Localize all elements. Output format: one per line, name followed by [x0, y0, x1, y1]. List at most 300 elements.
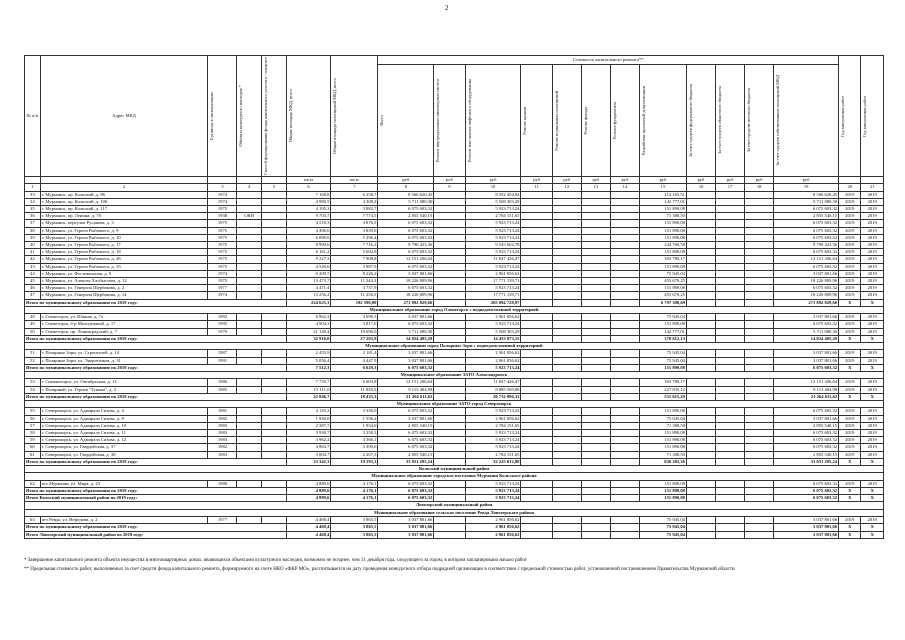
row-cell-8: 9 790 423,36: [378, 241, 434, 248]
total-cell-17: [716, 299, 745, 306]
row-cell-3: 1975: [208, 256, 237, 263]
row-cell-7: 7 908,8: [331, 256, 378, 263]
row-cell-18: [745, 415, 774, 422]
row-cell-18: [745, 205, 774, 212]
total-cell-12: [552, 393, 581, 400]
row-cell-12: [552, 220, 581, 227]
total-cell-7: 4 176,1: [331, 495, 378, 502]
total-cell-16: [686, 524, 715, 531]
row-cell-2: г. Мурманск, ул. Генерала Щербакова, д. 14: [40, 292, 208, 299]
row-cell-10: 5 923 713,24: [465, 429, 521, 436]
row-cell-19: 6 075 603,32: [774, 234, 839, 241]
total-cell-11: [521, 393, 552, 400]
row-cell-5: [262, 386, 287, 393]
row-cell-20: 2019: [839, 256, 861, 263]
row-cell-2: г. Мурманск, переулок Русанова, д. 3: [40, 220, 208, 227]
row-cell-3: 1983: [208, 437, 237, 444]
table-row: [25, 386, 884, 393]
row-cell-15: 75 945,04: [639, 350, 686, 357]
header-fund-method: Способ формирования фонда капитального ремонта - спецсчет: [263, 57, 269, 176]
row-cell-2: г. Североморск, ул. Адмирала Сизова, д. 10: [40, 422, 208, 429]
row-cell-5: [262, 328, 287, 335]
row-cell-9: [434, 386, 465, 393]
total-row: [25, 364, 884, 371]
total-cell-18: [745, 335, 774, 342]
row-cell-13: [581, 191, 610, 198]
section-header-row: [25, 502, 884, 509]
unit-cell-5: [262, 177, 287, 184]
row-cell-1: 41: [25, 249, 41, 256]
row-cell-13: [581, 227, 610, 234]
row-cell-16: [686, 328, 715, 335]
row-cell-16: [686, 263, 715, 270]
row-cell-17: [716, 444, 745, 451]
row-cell-5: [262, 198, 287, 205]
total-cell-17: [716, 393, 745, 400]
row-cell-6: 15 111,0: [286, 386, 331, 393]
row-cell-12: [552, 444, 581, 451]
total-cell-16: [686, 531, 715, 538]
row-cell-5: [262, 429, 287, 436]
row-cell-16: [686, 408, 715, 415]
row-cell-21: 2019: [861, 314, 884, 321]
row-cell-7: 3 839,6: [331, 227, 378, 234]
row-cell-4: [237, 205, 262, 212]
total-cell-17: [716, 524, 745, 531]
unit-cell-19: руб: [774, 177, 839, 184]
total-cell-17: [716, 364, 745, 371]
row-cell-1: 49: [25, 321, 41, 328]
row-cell-15: 151 890,08: [639, 429, 686, 436]
total-cell-20: Х: [839, 487, 861, 494]
row-cell-15: 151 890,08: [639, 444, 686, 451]
total-cell-20: Х: [839, 364, 861, 371]
row-cell-8: 3 037 801,66: [378, 350, 434, 357]
program-table-sheet: [24, 55, 884, 539]
total-cell-11: [521, 524, 552, 531]
header-basement: Ремонт подвальных помещений: [553, 90, 559, 151]
row-cell-7: 11 829,5: [331, 386, 378, 393]
row-cell-10: 5 923 713,24: [465, 285, 521, 292]
row-cell-3: 1975: [208, 249, 237, 256]
row-cell-2: г. Оленегорск, б-р Молодежный, д. 17: [40, 321, 208, 328]
row-cell-7: 7 716,2: [331, 241, 378, 248]
row-cell-21: 2019: [861, 408, 884, 415]
row-cell-1: 39: [25, 234, 41, 241]
row-cell-18: [745, 220, 774, 227]
row-cell-6: 13 256,2: [286, 292, 331, 299]
row-cell-16: [686, 451, 715, 458]
row-cell-9: [434, 480, 465, 487]
row-cell-13: [581, 213, 610, 220]
row-cell-1: 59: [25, 437, 41, 444]
row-cell-15: 303 780,17: [639, 256, 686, 263]
row-cell-8: 6 075 603,32: [378, 444, 434, 451]
total-cell-17: [716, 458, 745, 465]
row-cell-14: [610, 386, 639, 393]
row-cell-14: [610, 256, 639, 263]
unit-cell-4: [237, 177, 262, 184]
row-cell-1: 52: [25, 357, 41, 364]
row-cell-8: 8 566 620,45: [378, 191, 434, 198]
row-cell-21: 2019: [861, 415, 884, 422]
row-cell-1: 37: [25, 220, 41, 227]
row-cell-13: [581, 270, 610, 277]
row-cell-4: [237, 241, 262, 248]
row-cell-6: 4 496,6: [286, 227, 331, 234]
total-cell-18: [745, 393, 774, 400]
row-cell-12: [552, 285, 581, 292]
unit-cell-13: руб: [581, 177, 610, 184]
row-cell-20: 2019: [839, 198, 861, 205]
total-cell-18: [745, 531, 774, 538]
table-row: [25, 241, 884, 248]
row-cell-1: 50: [25, 328, 41, 335]
row-cell-3: 1975: [208, 277, 237, 284]
row-cell-7: 3 882,7: [331, 205, 378, 212]
row-cell-14: [610, 205, 639, 212]
total-row: [25, 335, 884, 342]
header-total: Всего: [379, 114, 385, 126]
row-cell-10: 2 961 856,62: [465, 314, 521, 321]
row-cell-10: 5 923 713,24: [465, 205, 521, 212]
row-cell-4: [237, 256, 262, 263]
header-premises-area: Общая площадь помещений МКД, всего: [332, 78, 338, 154]
row-cell-13: [581, 277, 610, 284]
header-elevator: Ремонт или замена лифтового оборудования: [466, 78, 472, 162]
table-row: [25, 321, 884, 328]
row-cell-12: [552, 422, 581, 429]
row-cell-2: г. Полярный, ул. Героев "Тумана", д. 2: [40, 386, 208, 393]
total-cell-6: 224 625,3: [286, 299, 331, 306]
row-cell-10: 2 961 856,62: [465, 270, 521, 277]
row-cell-11: [521, 437, 552, 444]
table-row: [25, 198, 884, 205]
row-cell-11: [521, 379, 552, 386]
row-cell-12: [552, 241, 581, 248]
row-cell-8: 3 037 801,66: [378, 357, 434, 364]
row-cell-13: [581, 205, 610, 212]
row-cell-11: [521, 480, 552, 487]
row-cell-13: [581, 357, 610, 364]
row-cell-7: 2 207,5: [331, 451, 378, 458]
row-cell-14: [610, 220, 639, 227]
row-cell-13: [581, 314, 610, 321]
total-cell-14: [610, 335, 639, 342]
col-number-5: 5: [262, 184, 287, 191]
row-cell-5: [262, 285, 287, 292]
row-cell-2: г. Североморск, ул. Адмирала Сизова, д. 11: [40, 429, 208, 436]
total-label: Итого по муниципальному образованию по 2019 году:: [25, 393, 287, 400]
header-total-area: Общая площадь МКД, всего: [287, 89, 293, 143]
row-cell-10: 2 961 856,62: [465, 350, 521, 357]
section-header-row: [25, 509, 884, 516]
row-cell-15: 227 835,12: [639, 386, 686, 393]
row-cell-8: 6 075 603,32: [378, 437, 434, 444]
row-cell-16: [686, 437, 715, 444]
row-cell-20: 2019: [839, 285, 861, 292]
row-cell-14: [610, 415, 639, 422]
row-cell-11: [521, 285, 552, 292]
units-row: [25, 177, 884, 184]
row-cell-17: [716, 328, 745, 335]
section-title: Кольский муниципальный район: [25, 466, 884, 473]
row-cell-3: 1995: [208, 321, 237, 328]
row-cell-17: [716, 205, 745, 212]
row-cell-18: [745, 437, 774, 444]
row-cell-15: 75 945,04: [639, 415, 686, 422]
total-cell-16: [686, 364, 715, 371]
row-cell-20: 2019: [839, 451, 861, 458]
total-cell-19: 33 051 295,24: [774, 458, 839, 465]
row-cell-19: 6 075 603,32: [774, 437, 839, 444]
total-cell-10: 20 732 996,33: [465, 393, 521, 400]
total-cell-20: Х: [839, 393, 861, 400]
row-cell-8: 6 075 603,32: [378, 285, 434, 292]
row-cell-5: [262, 408, 287, 415]
row-cell-10: 17 771 139,71: [465, 277, 521, 284]
row-cell-5: [262, 270, 287, 277]
table-row: [25, 328, 884, 335]
row-cell-4: [237, 408, 262, 415]
row-cell-21: 2019: [861, 379, 884, 386]
row-cell-12: [552, 205, 581, 212]
row-cell-18: [745, 314, 774, 321]
total-label: Итого Кольский муниципальный район по 2019 году:: [25, 495, 287, 502]
row-cell-6: 4 145,3: [286, 408, 331, 415]
row-cell-8: 2 855 540,15: [378, 422, 434, 429]
row-cell-8: 2 855 540,15: [378, 451, 434, 458]
total-label: Итого по муниципальному образованию по 2019 году:: [25, 364, 287, 371]
total-cell-11: [521, 364, 552, 371]
row-cell-20: 2019: [839, 437, 861, 444]
row-cell-4: [237, 517, 262, 524]
row-cell-10: 5 923 713,24: [465, 321, 521, 328]
total-cell-20: Х: [839, 531, 861, 538]
row-cell-15: 303 780,17: [639, 379, 686, 386]
unit-cell-3: [208, 177, 237, 184]
section-header-row: [25, 466, 884, 473]
col-number-16: 16: [686, 184, 715, 191]
row-cell-2: г. Мурманск, пр. Кольский, д. 86: [40, 191, 208, 198]
row-cell-5: [262, 422, 287, 429]
section-title: Муниципальное образование город Полярные Зори с подведомственной территорией: [25, 342, 884, 349]
total-cell-9: [434, 531, 465, 538]
row-cell-4: [237, 314, 262, 321]
row-cell-16: [686, 314, 715, 321]
row-cell-14: [610, 422, 639, 429]
table-row: [25, 234, 884, 241]
row-cell-16: [686, 256, 715, 263]
table-row: [25, 429, 884, 436]
row-cell-1: 34: [25, 198, 41, 205]
header-year-built: Год ввода в эксплуатацию: [209, 91, 215, 141]
row-cell-20: 2019: [839, 357, 861, 364]
row-cell-14: [610, 263, 639, 270]
total-cell-13: [581, 531, 610, 538]
total-cell-13: [581, 487, 610, 494]
total-cell-9: [434, 364, 465, 371]
row-cell-9: [434, 249, 465, 256]
row-cell-20: 2019: [839, 422, 861, 429]
row-cell-5: [262, 379, 287, 386]
row-cell-18: [745, 292, 774, 299]
row-cell-13: [581, 429, 610, 436]
row-cell-1: 62: [25, 480, 41, 487]
row-cell-21: 2019: [861, 234, 884, 241]
col-number-18: 18: [745, 184, 774, 191]
row-cell-6: 6 862,3: [286, 314, 331, 321]
row-cell-20: 2019: [839, 415, 861, 422]
row-cell-18: [745, 198, 774, 205]
row-cell-8: 3 037 801,66: [378, 270, 434, 277]
row-cell-16: [686, 191, 715, 198]
table-row: [25, 480, 884, 487]
row-cell-21: 2019: [861, 444, 884, 451]
row-cell-3: 1977: [208, 285, 237, 292]
row-cell-7: 11 256,5: [331, 292, 378, 299]
table-row: [25, 292, 884, 299]
total-cell-8: 6 075 603,32: [378, 364, 434, 371]
row-cell-4: [237, 277, 262, 284]
total-cell-11: [521, 495, 552, 502]
repair-program-table: [24, 55, 884, 539]
row-cell-9: [434, 220, 465, 227]
row-cell-2: г. Мурманск, ул. Фестивальная, д. 9: [40, 270, 208, 277]
row-cell-3: 1979: [208, 328, 237, 335]
row-cell-6: 3 962,2: [286, 437, 331, 444]
col-number-3: 3: [208, 184, 237, 191]
total-cell-8: 6 075 603,32: [378, 495, 434, 502]
row-cell-4: [237, 249, 262, 256]
row-cell-9: [434, 256, 465, 263]
row-cell-19: 2 855 540,15: [774, 451, 839, 458]
row-cell-16: [686, 357, 715, 364]
total-cell-10: 5 923 713,24: [465, 495, 521, 502]
row-cell-17: [716, 437, 745, 444]
total-cell-9: [434, 495, 465, 502]
row-cell-2: г. Мурманск, ул. Героев Рыбачьего, д. 33: [40, 263, 208, 270]
row-cell-4: [237, 191, 262, 198]
row-cell-17: [716, 415, 745, 422]
row-cell-20: 2019: [839, 249, 861, 256]
row-cell-6: 9 209,7: [286, 270, 331, 277]
row-cell-1: 53: [25, 379, 41, 386]
row-cell-8: 9 113 404,98: [378, 386, 434, 393]
table-row: [25, 270, 884, 277]
footnote-2: ** Предельная стоимость работ, выполняемых за счет средств фонда капитального ремонта, формируемого на счете НКО «ФКР МО», рассчитывается на дату проведения конкурсного отбора подрядной организации в соответствии с предельной стоимостью работ, установленной постановлением Правительства Мурманской области: [24, 567, 735, 572]
total-cell-8: 3 037 801,66: [378, 524, 434, 531]
row-cell-2: пгт Ревда, ул. Нефедова, д. 2: [40, 517, 208, 524]
row-cell-1: 54: [25, 386, 41, 393]
row-cell-14: [610, 314, 639, 321]
row-cell-9: [434, 379, 465, 386]
row-cell-2: г. Снежногорск, ул. Октябрьская, д. 13: [40, 379, 208, 386]
total-cell-21: Х: [861, 487, 884, 494]
row-cell-6: 9 227,3: [286, 256, 331, 263]
row-cell-17: [716, 263, 745, 270]
row-cell-12: [552, 292, 581, 299]
row-cell-15: 151 890,08: [639, 437, 686, 444]
row-cell-16: [686, 205, 715, 212]
row-cell-3: 1974: [208, 292, 237, 299]
row-cell-14: [610, 292, 639, 299]
table-row: [25, 249, 884, 256]
unit-cell-14: руб: [610, 177, 639, 184]
row-cell-11: [521, 408, 552, 415]
row-cell-18: [745, 277, 774, 284]
table-row: [25, 285, 884, 292]
total-cell-16: [686, 335, 715, 342]
unit-cell-18: руб: [745, 177, 774, 184]
row-cell-9: [434, 292, 465, 299]
row-cell-8: 6 075 603,32: [378, 429, 434, 436]
header-end-year: Год завершения работ: [862, 95, 868, 137]
row-cell-16: [686, 422, 715, 429]
row-cell-13: [581, 437, 610, 444]
col-number-17: 17: [716, 184, 745, 191]
row-cell-21: 2019: [861, 517, 884, 524]
total-cell-6: 7 512,3: [286, 364, 331, 371]
row-cell-18: [745, 444, 774, 451]
row-cell-13: [581, 285, 610, 292]
row-cell-17: [716, 386, 745, 393]
total-cell-15: 151 890,08: [639, 487, 686, 494]
row-cell-14: [610, 241, 639, 248]
row-cell-12: [552, 314, 581, 321]
row-cell-3: 1991: [208, 357, 237, 364]
total-cell-7: 3 865,5: [331, 524, 378, 531]
total-cell-20: Х: [839, 495, 861, 502]
row-cell-19: 3 037 801,66: [774, 517, 839, 524]
row-cell-18: [745, 321, 774, 328]
row-cell-18: [745, 285, 774, 292]
total-cell-18: [745, 364, 774, 371]
row-cell-21: 2019: [861, 241, 884, 248]
row-cell-21: 2019: [861, 357, 884, 364]
col-number-9: 9: [434, 184, 465, 191]
total-cell-11: [521, 531, 552, 538]
total-cell-12: [552, 364, 581, 371]
total-cell-12: [552, 524, 581, 531]
row-cell-10: 5 923 713,24: [465, 444, 521, 451]
row-cell-2: г. Мурманск, ул. Героев Рыбачьего, д. 18: [40, 249, 208, 256]
table-row: [25, 213, 884, 220]
header-no: № п/п: [25, 56, 41, 177]
total-cell-6: 32 916,0: [286, 335, 331, 342]
row-cell-13: [581, 328, 610, 335]
row-cell-6: 4 549,6: [286, 263, 331, 270]
row-cell-4: [237, 357, 262, 364]
row-cell-20: 2019: [839, 277, 861, 284]
col-number-1: 1: [25, 184, 41, 191]
row-cell-9: [434, 429, 465, 436]
row-cell-13: [581, 256, 610, 263]
unit-cell-20: [839, 177, 861, 184]
row-cell-2: г. Полярные Зори, ул. Энергетиков, д. 31: [40, 357, 208, 364]
row-cell-3: 1975: [208, 205, 237, 212]
row-cell-1: 38: [25, 227, 41, 234]
total-cell-8: 6 075 603,32: [378, 487, 434, 494]
row-cell-17: [716, 480, 745, 487]
col-number-6: 6: [286, 184, 331, 191]
row-cell-18: [745, 234, 774, 241]
row-cell-3: 1986: [208, 379, 237, 386]
row-cell-15: 75 945,04: [639, 357, 686, 364]
row-cell-1: 33: [25, 191, 41, 198]
total-cell-21: Х: [861, 299, 884, 306]
row-cell-18: [745, 517, 774, 524]
